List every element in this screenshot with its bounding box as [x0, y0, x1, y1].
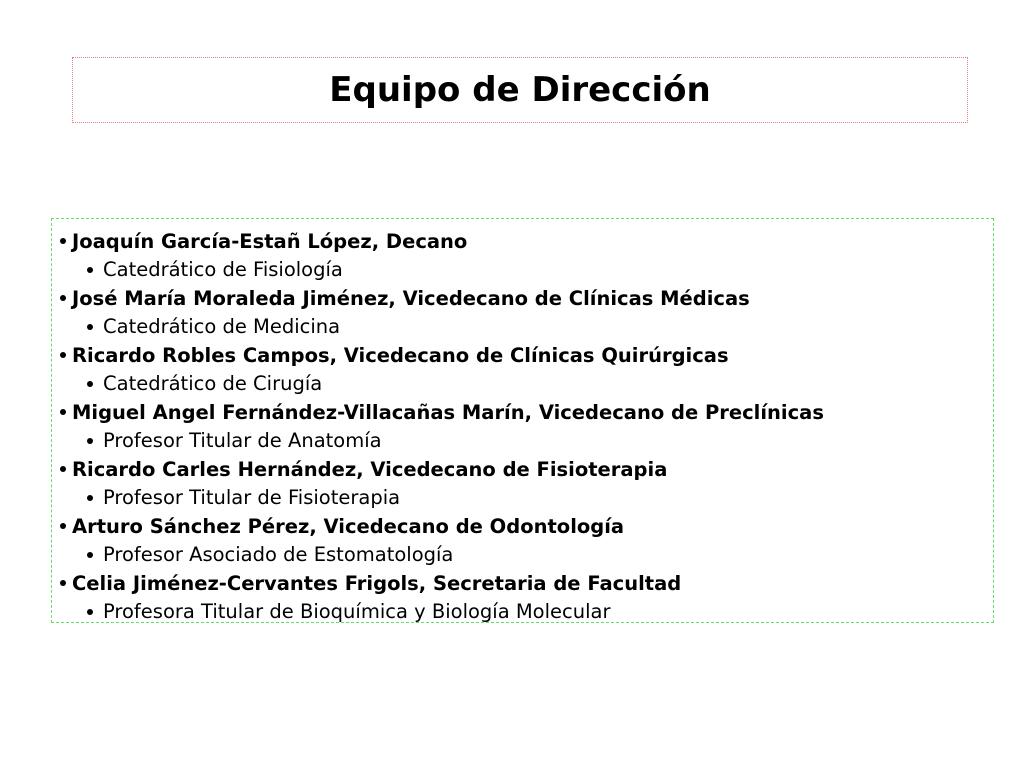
- member-name-item: [52, 227, 993, 256]
- member-name-item: [52, 341, 993, 370]
- bullet-icon: [60, 466, 66, 472]
- bullet-icon: [87, 381, 93, 387]
- bullet-icon: [60, 295, 66, 301]
- bullet-icon: [60, 409, 66, 415]
- member-name-item: [52, 512, 993, 541]
- member-role: Profesora Titular de Bioquímica y Biología Molecular: [103, 600, 611, 624]
- page-title: Equipo de Dirección: [329, 70, 711, 110]
- member-name: Ricardo Robles Campos, Vicedecano de Clínicas Quirúrgicas: [72, 343, 729, 367]
- member-entry: [52, 284, 993, 341]
- member-role: Profesor Asociado de Estomatología: [103, 543, 454, 567]
- member-name-item: [52, 455, 993, 484]
- member-role-item: [52, 313, 993, 342]
- member-entry: [52, 569, 993, 626]
- member-entry: [52, 341, 993, 398]
- member-name-item: [52, 398, 993, 427]
- member-role: Profesor Titular de Fisioterapia: [103, 486, 401, 510]
- member-entry: [52, 227, 993, 284]
- title-box: [72, 57, 968, 123]
- member-name: Joaquín García-Estañ López, Decano: [72, 229, 468, 253]
- bullet-icon: [87, 609, 93, 615]
- member-role-item: [52, 427, 993, 456]
- member-name: Miguel Angel Fernández-Villacañas Marín, Vicedecano de Preclínicas: [72, 400, 824, 424]
- member-role: Catedrático de Medicina: [103, 315, 341, 339]
- bullet-icon: [60, 352, 66, 358]
- bullet-icon: [60, 580, 66, 586]
- member-role-item: [52, 484, 993, 513]
- members-list: [51, 218, 994, 623]
- member-role: Profesor Titular de Anatomía: [103, 429, 382, 453]
- member-role-item: [52, 598, 993, 627]
- member-name: Ricardo Carles Hernández, Vicedecano de Fisioterapia: [72, 457, 668, 481]
- member-name-item: [52, 284, 993, 313]
- bullet-icon: [87, 438, 93, 444]
- member-name: José María Moraleda Jiménez, Vicedecano de Clínicas Médicas: [72, 286, 750, 310]
- member-role: Catedrático de Cirugía: [103, 372, 323, 396]
- member-name: Celia Jiménez-Cervantes Frigols, Secretaria de Facultad: [72, 571, 682, 595]
- member-entry: [52, 455, 993, 512]
- member-name-item: [52, 569, 993, 598]
- bullet-icon: [60, 523, 66, 529]
- member-role-item: [52, 541, 993, 570]
- bullet-icon: [60, 238, 66, 244]
- member-role-item: [52, 370, 993, 399]
- member-entry: [52, 512, 993, 569]
- bullet-icon: [87, 552, 93, 558]
- bullet-icon: [87, 495, 93, 501]
- member-role-item: [52, 256, 993, 285]
- bullet-icon: [87, 267, 93, 273]
- member-name: Arturo Sánchez Pérez, Vicedecano de Odontología: [72, 514, 625, 538]
- bullet-icon: [87, 324, 93, 330]
- member-entry: [52, 398, 993, 455]
- member-role: Catedrático de Fisiología: [103, 258, 343, 282]
